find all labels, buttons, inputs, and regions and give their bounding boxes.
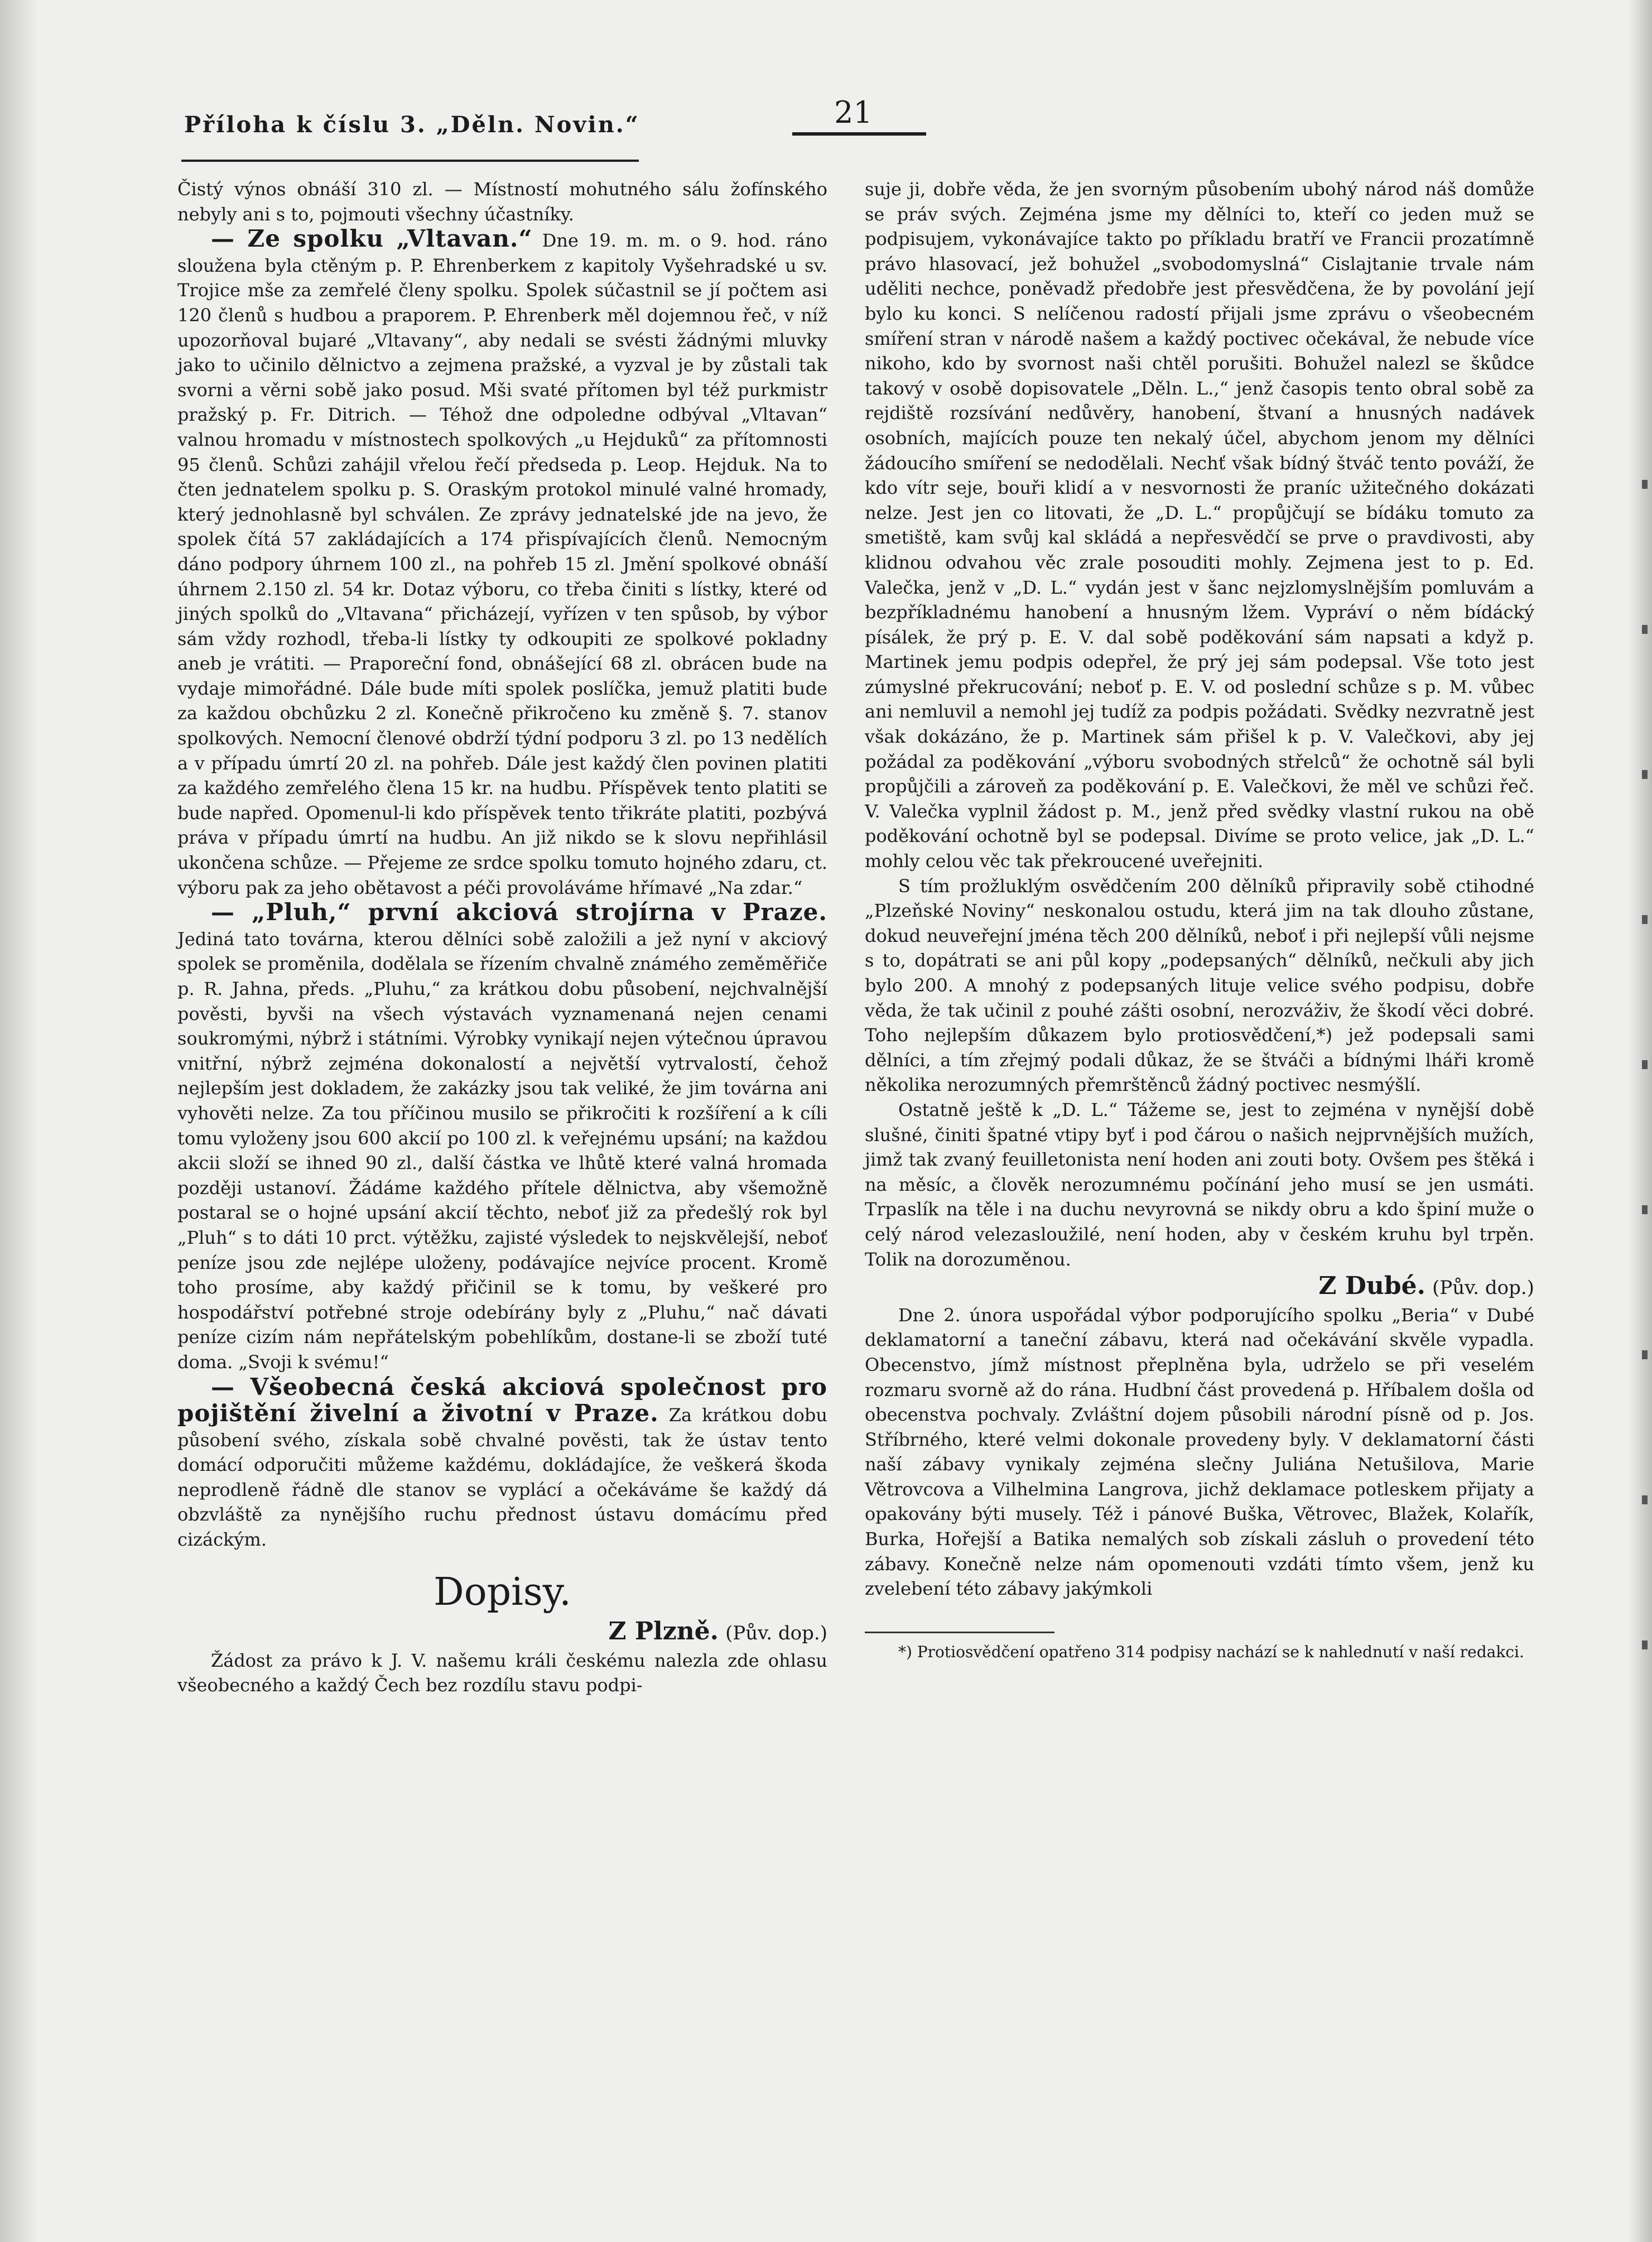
- article-paragraph: [177, 227, 827, 900]
- article-text: Dne 19. m. m. o 9. hod. ráno sloužena byla ctěným p. P. Ehrenberkem z kapitoly Vyšehradské u sv. Trojice mše za zemřelé členy spolku. Spolek súčastnil se jí počtem asi 120 členů s hudbou a praporem. P. Ehrenberk měl dojemnou řeč, v níž upozorňoval bujaré „Vltavany“, aby nedali se svésti žádnými mluvky jako to učinilo dělnictvo a zejmena pražské, a vyzval je by zůstali tak svorni a věrni sobě jako posud. Mši svaté přítomen byl též purkmistr pražský p. Fr. Ditrich. — Téhož dne odpoledne odbýval „Vltavan“ valnou hromadu v místnostech spolkových „u Hejduků“ za přítomnosti 95 členů. Schůzi zahájil vřelou řečí předseda p. Leop. Hejduk. Na to čten jednatelem spolku p. S. Oraským protokol minulé valné hromady, který jednohlasně byl schválen. Ze zprávy jednatelské jde na jevo, že spolek čítá 57 zakládajících a 174 přispívajících členů. Nemocným dáno podpory úhrnem 100 zl., na pohřeb 15 zl. Jmění spolkové obnáší úhrnem 2.150 zl. 54 kr. Dotaz výboru, co třeba činiti s lístky, které od jiných spolků do „Vltavana“ přicházejí, vyřízen v ten spůsob, by výbor sám vždy rozhodl, třeba-li lístky ty odkoupiti ze spolkové pokladny aneb je vrátiti. — Praporeční fond, obnášející 68 zl. obrácen bude na vydaje mimořádné. Dále bude míti spolek poslíčka, jemuž platiti bude za každou obchůzku 2 zl. Konečně přikročeno ku změně §. 7. stanov spolkových. Nemocní členové obdrží týdní podporu 3 zl. po 13 nedělích a v případu úmrtí 20 zl. na pohřeb. Dále jest každý člen povinen platiti za každého zemřelého člena 15 kr. na hudbu. Příspěvek tento platiti se bude napřed. Opomenul-li kdo příspěvek tento třikráte platiti, pozbývá práva v případu úmrtí na hudbu. An již nikdo se k slovu nepřihlásil ukončena schůze. — Přejeme ze srdce spolku tomuto hojného zdaru, ct. výboru pak za jeho obětavost a péči provoláváme hřímavé „Na zdar.“: [177, 230, 827, 898]
- right-column: [865, 177, 1534, 1663]
- page-number-rule: [792, 132, 926, 136]
- page-number: 21: [834, 95, 873, 130]
- right-page-shadow: [1629, 0, 1652, 2242]
- article-paragraph: [177, 1375, 827, 1552]
- left-page-shadow: [0, 0, 39, 2242]
- dateline: [177, 1619, 827, 1646]
- footnote: *) Protiosvědčení opatřeno 314 podpisy nachází se k nahlednutí v naší redakci.: [898, 1642, 1524, 1661]
- article-lead: — „Pluh,“ první akciová strojírna v Praze.: [211, 898, 827, 926]
- article-paragraph: Čistý výnos obnáší 310 zl. — Místností mohutného sálu žofínského nebyly ani s to, pojmouti všechny účastníky.: [177, 179, 827, 225]
- dateline-source: (Pův. dop.): [1432, 1277, 1534, 1300]
- article-paragraph: Ostatně ještě k „D. L.“ Tážeme se, jest to zejména v nynější době slušné, činiti špatné vtipy byť i pod čárou o našich nejprvnějších mužích, jimž tak zvaný feuilletonista není hoden ani zouti boty. Ovšem pes štěká i na měsíc, a člověk nerozumnému počínání jeho musí se jen usmáti. Trpaslík na těle i na duchu nevyrovná se nikdy obru a kdo špiní muže o celý národ velezasloužilé, není hoden, aby v českém kruhu byl trpěn. Tolik na dorozuměnou.: [865, 1099, 1534, 1270]
- dateline-place: Z Plzně.: [608, 1617, 719, 1646]
- article-lead: — Ze spolku „Vltavan.“: [211, 225, 533, 253]
- article-paragraph: Dne 2. února uspořádal výbor podporujícího spolku „Beria“ v Dubé deklamatorní a taneční zábavu, která nad očekávání skvěle vypadla. Obecenstvo, jímž místnost přeplněna byla, udrželo se při veselém rozmaru svorně až do rána. Hudbní část provedená p. Hříbalem došla od obecenstva pochvaly. Zvláštní dojem působili národní písně od p. Jos. Stříbrného, které velmi dokonale provedeny byly. V deklamatorní části naší zábavy vynikaly zejména slečny Juliána Netušilova, Marie Větrovcova a Vilhelmina Langrova, jichž deklamace potleskem přijaty a opakovány býti musely. Též i pánové Buška, Větrovec, Blažek, Kolařík, Burka, Hořejší a Batika nemalých sob získali zásluh o provedení této zábavy. Konečně nelze nám opomenouti vzdáti tímto všem, jenž ku zvelebení této zábavy jakýmkoli: [865, 1304, 1534, 1600]
- left-column: [177, 177, 827, 1698]
- right-margin-marks: [1642, 391, 1648, 1786]
- dateline-source: (Pův. dop.): [725, 1622, 827, 1645]
- section-heading: Dopisy.: [434, 1570, 571, 1614]
- article-paragraph: suje ji, dobře věda, že jen svorným působením ubohý národ náš domůže se práv svých. Zejména jsme my dělníci to, kteří co jeden muž se podpisujem, vykonávajíce takto po příkladu bratří ve Francii prozatímně právo hlasovací, jež bohužel „svobodomyslná“ Cislajtanie trvale nám uděliti nechce, poněvadž předobře jest přesvědčena, že by povolání její bylo ku konci. S nelíčenou radostí přijali jsme zprávu o všeobecném smíření stran v národě našem a každý poctivec očekával, že nebude více nikoho, kdo by svornost naši chtěl porušiti. Bohužel nalezl se škůdce takový v osobě dopisovatele „Děln. L.,“ jenž časopis tento obral sobě za rejdiště rozsívání nedůvěry, hanobení, štvaní a hnusných nadávek osobních, majících pouze ten nekalý účel, abychom jenom my dělníci žádoucího smíření se nedodělali. Nechť však bídný štváč tento pováží, že kdo vítr seje, bouři klidí a v nesvornosti že praníc užitečného dokázati nelze. Jest jen co litovati, že „D. L.“ propůjčují se bídáku tomuto za smetiště, kam svůj kal skládá a nepřesvědčí se prve o pravdivosti, aby klidnou odvahou věc zrale posouditi mohly. Zejmena jest to p. Ed. Valečka, jenž v „D. L.“ vydán jest v šanc nejzlomyslnějším pomluvám a bezpříkladnému hanobení a hnusným lžem. Vypráví o něm bídácký písálek, že prý p. E. V. dal sobě poděkování sám napsati a když p. Martinek jemu podpis odepřel, že prý jej sám podepsal. Vše toto jest zúmyslné překrucování; neboť p. E. V. od poslední schůze s p. M. vůbec ani nemluvil a nemohl jej tudíž za podpis požádati. Svědky nezvratně jest však dokázáno, že p. Martinek sám přišel k p. V. Valečkovi, aby jej požádal za poděkování „výboru svobodných střelců“ že ochotně sál byli propůjčili a zároveň za poděkování p. E. Valečkovi, že měl ve schůzi řeč. V. Valečka vyplnil žádost p. M., jenž před svědky vlastní rukou na obě poděkování ochotně byl se podepsal. Divíme se proto velice, jak „D. L.“ mohly celou věc tak překroucené uveřejniti.: [865, 179, 1534, 872]
- dateline: [865, 1274, 1534, 1301]
- footnote-rule: [865, 1632, 1054, 1633]
- article-paragraph: [177, 900, 827, 1374]
- article-paragraph: S tím prožluklým osvědčením 200 dělníků připravily sobě ctihodné „Plzeňské Noviny“ neskonalou ostudu, která jim na tak dlouho zůstane, dokud neuveřejní jména těch 200 dělníků, neboť i při nejlepší vůli nejsme s to, dopátrati se ani půl kopy „podepsaných“ dělníků, nečkuli aby jich bylo 200. A mnohý z podepsaných lituje velice svého podpisu, dobře věda, že tak učinil z pouhé zášti osobní, nerozváživ, že škodí věci dobré. Toho nejlepším důkazem bylo protiosvědčení,*) jež podepsali sami dělníci, a tím zřejmý podali důkaz, že se štváči a bídnými lháři kromě několika nerozumných přemrštěnců žádný poctivec nesmýšlí.: [865, 875, 1534, 1096]
- article-lead: — Všeobecná česká akciová společnost pro pojištění živelní a životní v Praze.: [177, 1373, 827, 1427]
- dateline-place: Z Dubé.: [1318, 1272, 1425, 1301]
- article-paragraph: Žádost za právo k J. V. našemu králi českému nalezla zde ohlasu všeobecného a každý Čech bez rozdílu stavu podpi-: [177, 1649, 827, 1696]
- article-text: Za krátkou dobu působení svého, získala sobě chvalné pověsti, tak že ústav tento domácí odporučiti můžeme každému, dokládajíce, že veškerá škoda neprodleně řádně dle stanov se vyplácí a očekáváme še každý dá obzvláště za nynějšího ruchu přednost ústavu domácímu před cizáckým.: [177, 1404, 828, 1551]
- header-rule: [181, 160, 639, 162]
- supplement-header: Příloha k číslu 3. „Děln. Novin.“: [184, 112, 640, 138]
- article-text: Jediná tato továrna, kterou dělníci sobě založili a jež nyní v akciový spolek se proměnila, dodělala se řízením chvalně známého zeměměřiče p. R. Jahna, předs. „Pluhu,“ za krátkou dobu působení, nejchvalnější pověsti, byvši na všech výstavách vyznamenaná nejen cenami soukromými, nýbrž i státními. Výrobky vynikají nejen výtečnou úpravou vnitřní, nýbrž zejména dokonalostí a největší vytrvalostí, čehož nejlepším jest dokladem, že zakázky jsou tak veliké, že jim továrna ani vyhověti nelze. Za tou příčinou musilo se přikročiti k rozšíření a k cíli tomu vyloženy jsou 600 akcií po 100 zl. k veřejnému upsání; na každou akcii složí se ihned 90 zl., další částka ve lhůtě které valná hromada později ustanoví. Žádáme každého přítele dělnictva, aby všemožně postaral se o hojné upsání akcií těchto, neboť již za předešlý rok byl „Pluh“ s to dáti 10 prct. výtěžku, zajisté výsledek to nejskvělejší, neboť peníze jsou zde nejlépe uloženy, podávajíce nejvíce procent. Kromě toho prosíme, aby každý přičinil se k tomu, by veškeré pro hospodářství potřebné stroje odebírány byly z „Pluhu,“ nač dávati peníze cizím nám nepřátelským pobehlíkům, dostane-li se zboží tuté doma. „Svoji k svému!“: [177, 928, 827, 1373]
